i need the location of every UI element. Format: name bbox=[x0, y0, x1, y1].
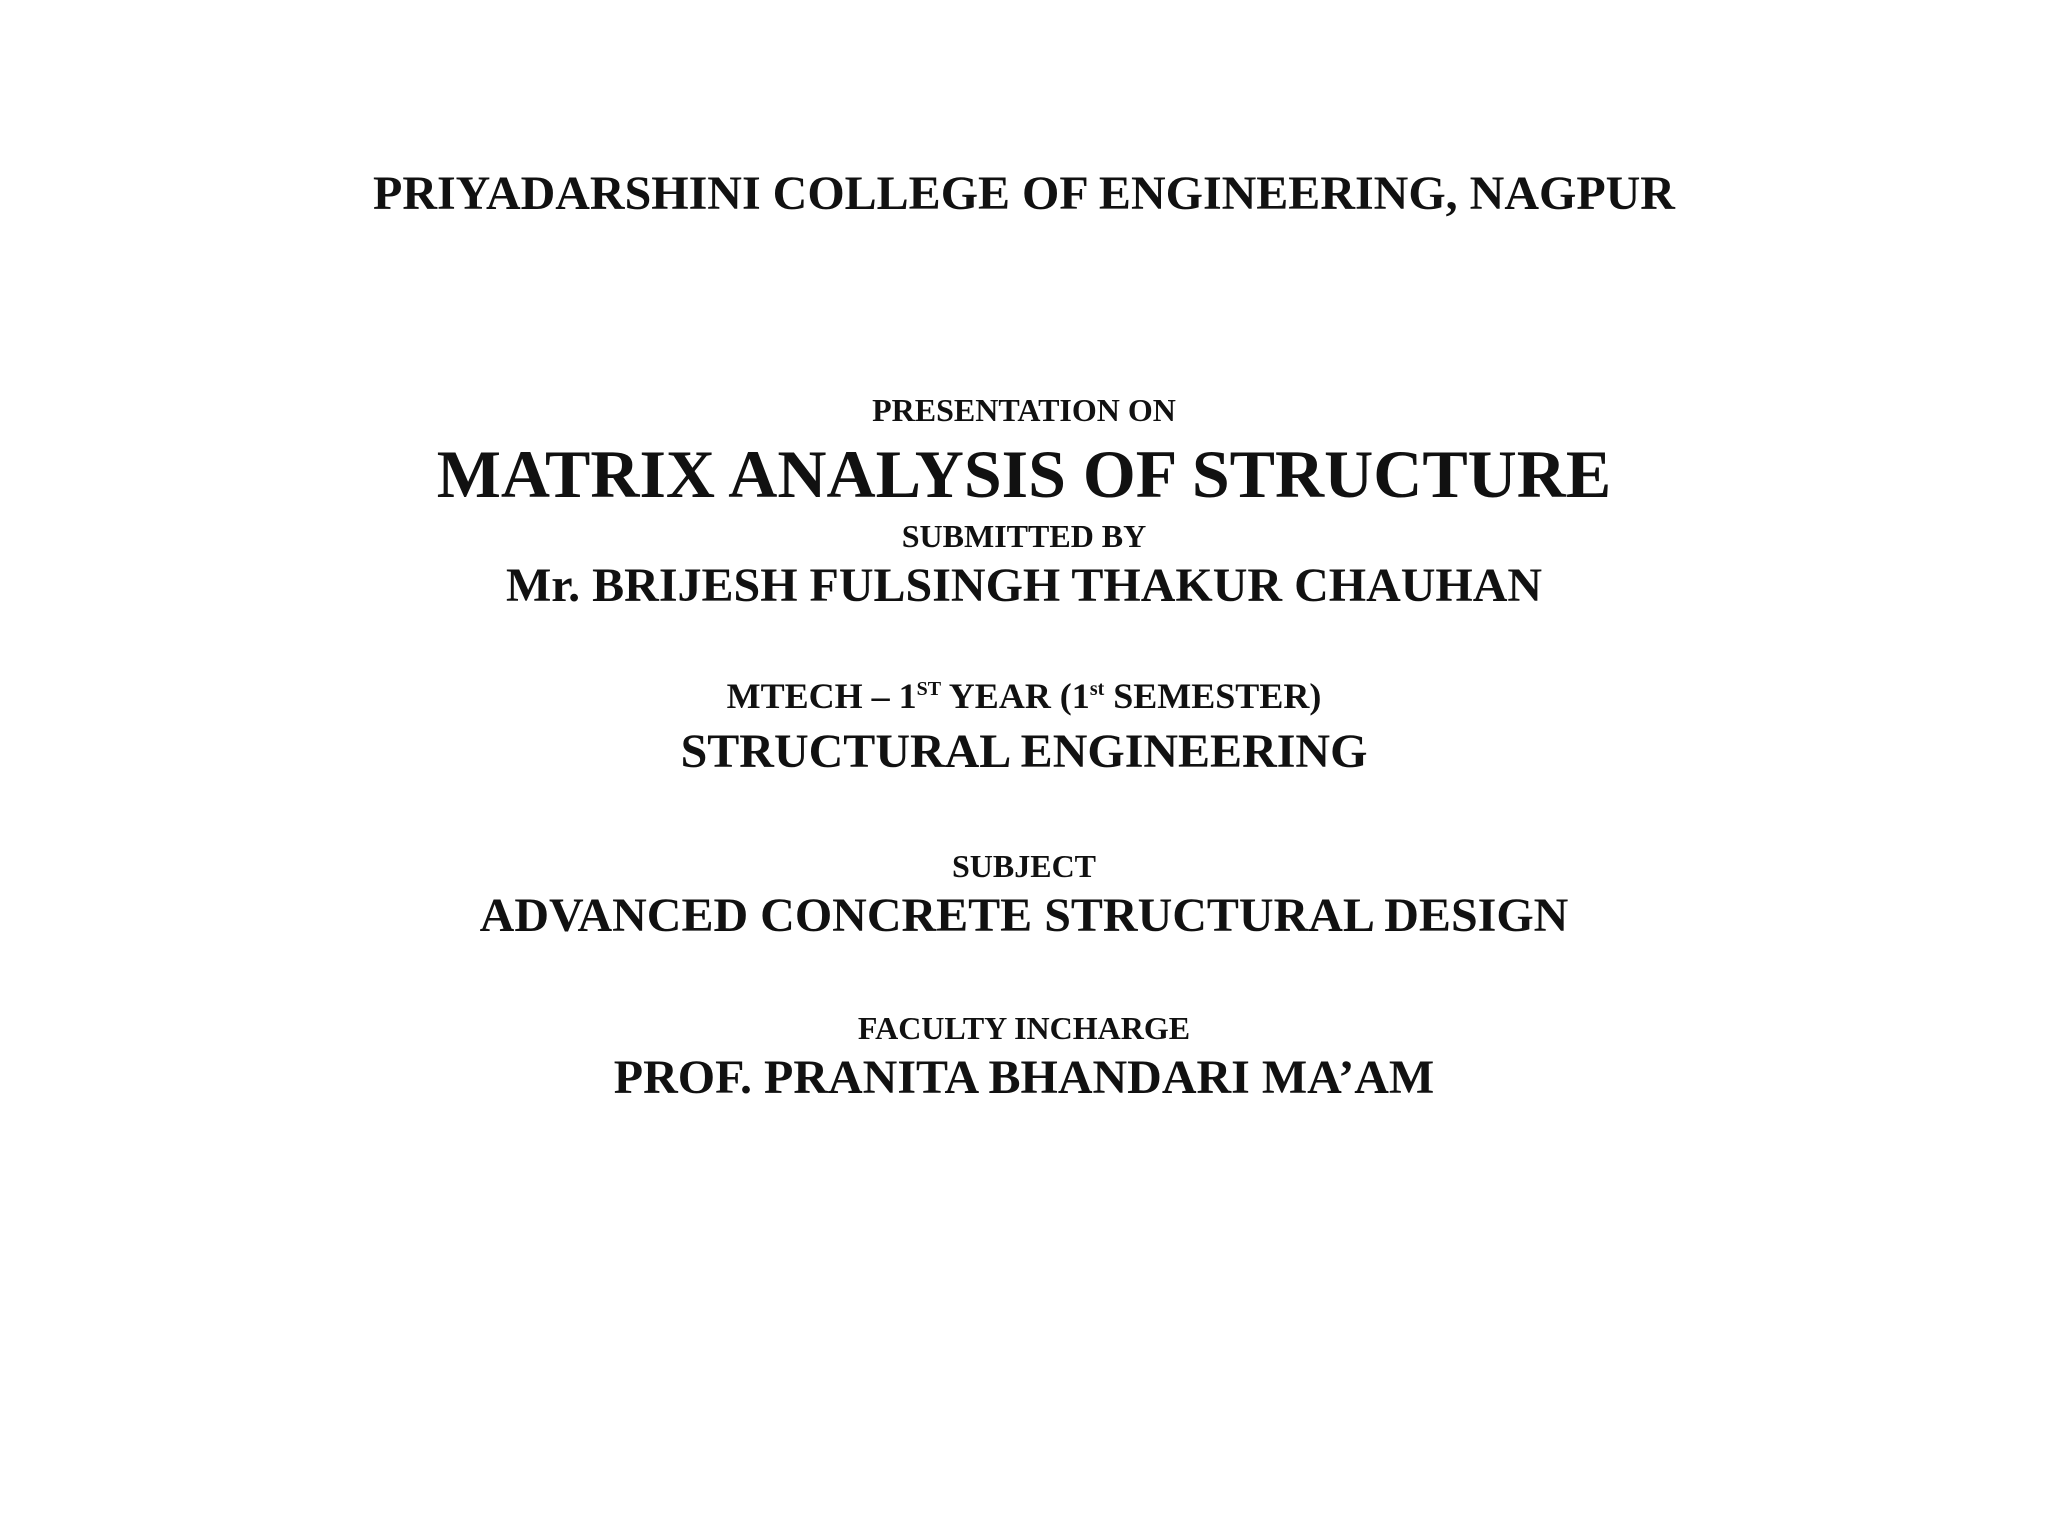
course-suffix: SEMESTER) bbox=[1104, 676, 1322, 716]
subject-name: ADVANCED CONCRETE STRUCTURAL DESIGN bbox=[479, 889, 1569, 942]
department-name: STRUCTURAL ENGINEERING bbox=[680, 725, 1368, 778]
year-superscript: ST bbox=[916, 678, 942, 700]
course-line bbox=[0, 678, 2048, 714]
student-name: Mr. BRIJESH FULSINGH THAKUR CHAUHAN bbox=[505, 559, 1543, 612]
presentation-title: MATRIX ANALYSIS OF STRUCTURE bbox=[436, 436, 1612, 512]
college-name: PRIYADARSHINI COLLEGE OF ENGINEERING, NAGPUR bbox=[373, 167, 1675, 220]
faculty-name: PROF. PRANITA BHANDARI MA’AM bbox=[613, 1051, 1435, 1104]
submitted-by-label: SUBMITTED BY bbox=[901, 518, 1147, 554]
course-middle: YEAR (1 bbox=[941, 676, 1090, 716]
course-prefix: MTECH – 1 bbox=[726, 676, 917, 716]
presentation-label: PRESENTATION ON bbox=[872, 392, 1176, 428]
faculty-label: FACULTY INCHARGE bbox=[857, 1010, 1191, 1046]
semester-superscript: st bbox=[1089, 678, 1105, 700]
subject-label: SUBJECT bbox=[951, 848, 1097, 884]
